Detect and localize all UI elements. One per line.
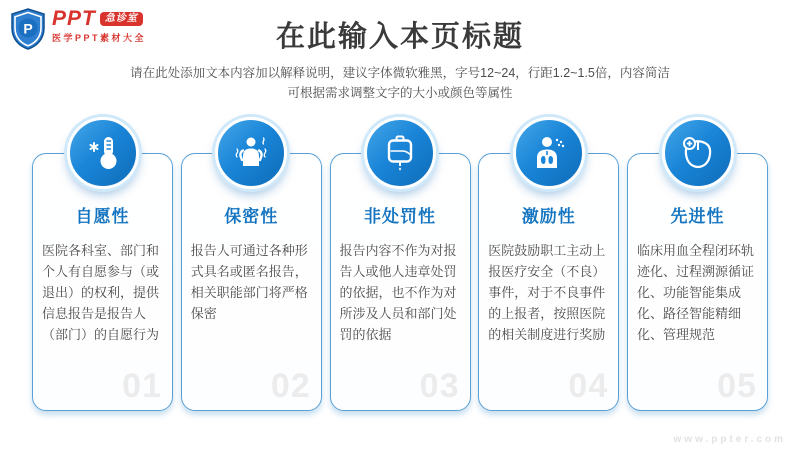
medical-mask-plus-icon [662, 117, 734, 189]
card-title: 激励性 [521, 207, 576, 226]
card-number: 05 [717, 367, 757, 405]
card-body: 报告人可通过各种形式具名或匿名报告，相关职能部门将严格保密 [190, 243, 308, 322]
card-title: 非处罚性 [364, 207, 436, 226]
card-box [478, 153, 619, 411]
thermometer-icon [67, 117, 139, 189]
page-subtitle-line2: 可根据需求调整文字的大小或颜色等属性 [287, 85, 513, 100]
page-subtitle [0, 63, 800, 103]
card-box [627, 153, 768, 411]
logo-brand-text: PPT [52, 7, 96, 30]
card-confidentiality [181, 117, 322, 411]
card-non-punitive [330, 117, 471, 411]
card-title: 自愿性 [75, 207, 130, 226]
shivering-patient-icon [215, 117, 287, 189]
watermark: www.ppter.com [673, 434, 786, 445]
card-number: 01 [122, 367, 162, 405]
card-title: 先进性 [670, 207, 725, 226]
card-body: 医院各科室、部门和个人有自愿参与（或退出）的权利，提供信息报告是报告人（部门）的自愿行为 [42, 243, 160, 343]
card-box [181, 153, 322, 411]
shield-logo-icon [10, 8, 46, 50]
card-body: 医院鼓励职工主动上报医疗安全（不良）事件，对于不良事件的上报者，按照医院的相关制度进行奖励 [488, 243, 606, 343]
page-subtitle-line1: 请在此处添加文本内容加以解释说明，建议字体微软雅黑，字号12~24，行距1.2~1.5倍，内容简洁 [130, 65, 670, 80]
svg-text:P: P [23, 20, 33, 37]
logo-badge: 急诊室 [100, 12, 143, 26]
card-advancement [627, 117, 768, 411]
card-body: 报告内容不作为对报告人或他人违章处罚的依据，也不作为对所涉及人员和部门处罚的依据 [339, 243, 457, 343]
card-voluntariness [32, 117, 173, 411]
brand-logo [10, 8, 146, 50]
card-number: 04 [568, 367, 609, 405]
page-title: 在此输入本页标题 [275, 21, 524, 53]
card-body: 临床用血全程闭环轨迹化、过程溯源循证化、功能智能集成化、路径智能精细化、管理规范 [637, 243, 755, 343]
logo-tagline: 医学PPT素材大全 [52, 33, 147, 43]
coughing-patient-icon [513, 117, 585, 189]
card-number: 02 [270, 367, 311, 405]
card-title: 保密性 [224, 207, 279, 226]
card-box [32, 153, 173, 411]
iv-drip-bag-icon [364, 117, 436, 189]
card-number: 03 [419, 367, 460, 405]
cards-row [32, 117, 768, 411]
card-box [330, 153, 471, 411]
card-incentive [478, 117, 619, 411]
